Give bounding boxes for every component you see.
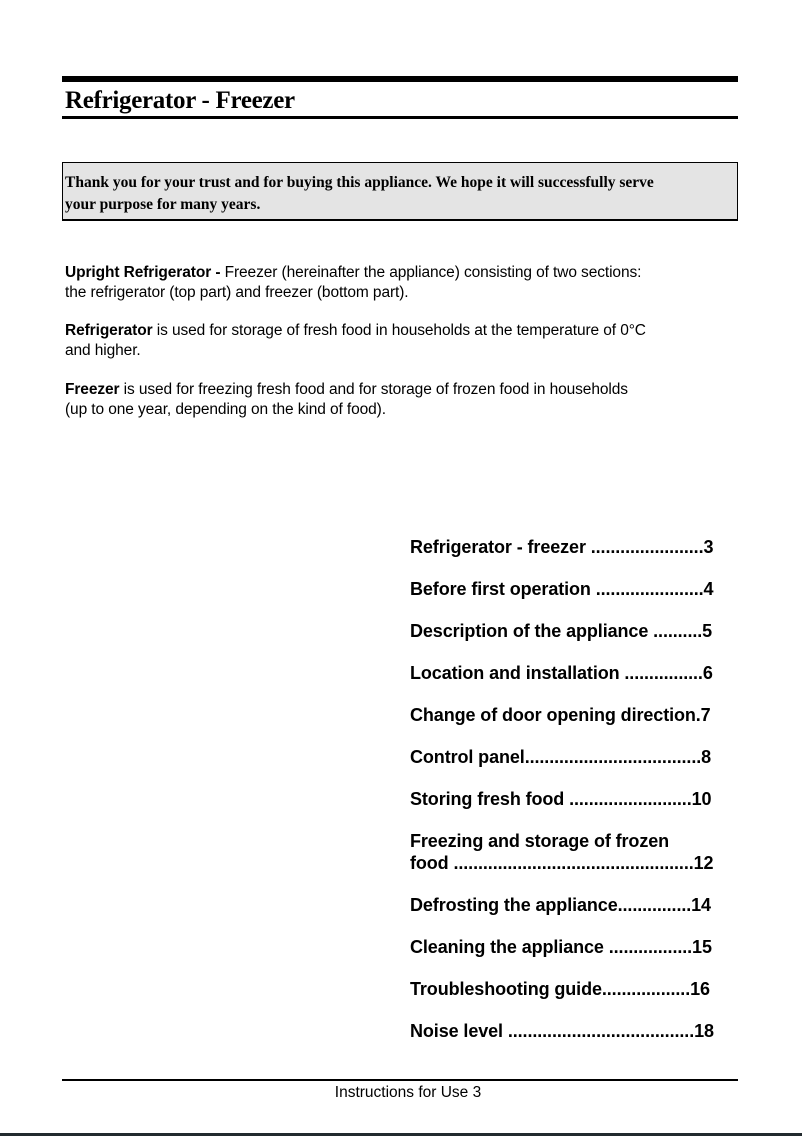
intro-text: the refrigerator (top part) and freezer (bottom part). — [65, 284, 409, 301]
toc-item-line-2: food .................................................12 — [410, 853, 714, 873]
title-underline-rule — [62, 116, 738, 119]
toc-item-storing-fresh-food[interactable]: Storing fresh food .........................10 — [410, 789, 712, 809]
toc-item-control-panel[interactable]: Control panel....................................8 — [410, 747, 712, 767]
intro-paragraph-refrigerator — [65, 321, 745, 361]
page-title: Refrigerator - Freezer — [65, 87, 295, 114]
intro-text: Freezer (hereinafter the appliance) consisting of two sections: — [220, 264, 642, 281]
toc-item-description[interactable]: Description of the appliance ..........5 — [410, 621, 713, 641]
table-of-contents — [410, 536, 740, 1062]
intro-term-upright: Upright Refrigerator - — [65, 264, 221, 281]
toc-item-freezing-storage[interactable] — [410, 830, 740, 874]
thank-you-box — [62, 162, 738, 221]
intro-paragraph-freezer — [65, 380, 745, 420]
toc-item-noise-level[interactable]: Noise level ......................................18 — [410, 1021, 714, 1041]
header-top-rule — [62, 76, 738, 82]
page-footer: Instructions for Use 3 — [334, 1084, 482, 1101]
toc-item-refrigerator-freezer[interactable]: Refrigerator - freezer .......................3 — [410, 537, 714, 557]
toc-item-troubleshooting[interactable]: Troubleshooting guide..................16 — [410, 979, 710, 999]
intro-term-freezer: Freezer — [65, 381, 120, 398]
thank-you-line-1: Thank you for your trust and for buying this appliance. We hope it will successfully serve — [65, 174, 654, 191]
thank-you-text — [65, 172, 738, 216]
toc-item-location-installation[interactable]: Location and installation ................6 — [410, 663, 713, 683]
toc-item-line-1: Freezing and storage of frozen — [410, 831, 670, 851]
footer-rule — [62, 1079, 738, 1081]
intro-text: and higher. — [65, 342, 141, 359]
toc-item-cleaning[interactable]: Cleaning the appliance .................15 — [410, 937, 712, 957]
intro-text: is used for freezing fresh food and for storage of frozen food in households — [119, 381, 628, 398]
intro-text: (up to one year, depending on the kind of food). — [65, 401, 386, 418]
intro-term-refrigerator: Refrigerator — [65, 322, 153, 339]
thank-you-line-2: your purpose for many years. — [65, 196, 261, 213]
toc-item-before-first-operation[interactable]: Before first operation ......................4 — [410, 579, 714, 599]
toc-item-door-direction[interactable]: Change of door opening direction.7 — [410, 705, 711, 725]
intro-paragraph-upright — [65, 263, 745, 303]
toc-item-defrosting[interactable]: Defrosting the appliance...............14 — [410, 895, 711, 915]
intro-text: is used for storage of fresh food in households at the temperature of 0°C — [152, 322, 646, 339]
